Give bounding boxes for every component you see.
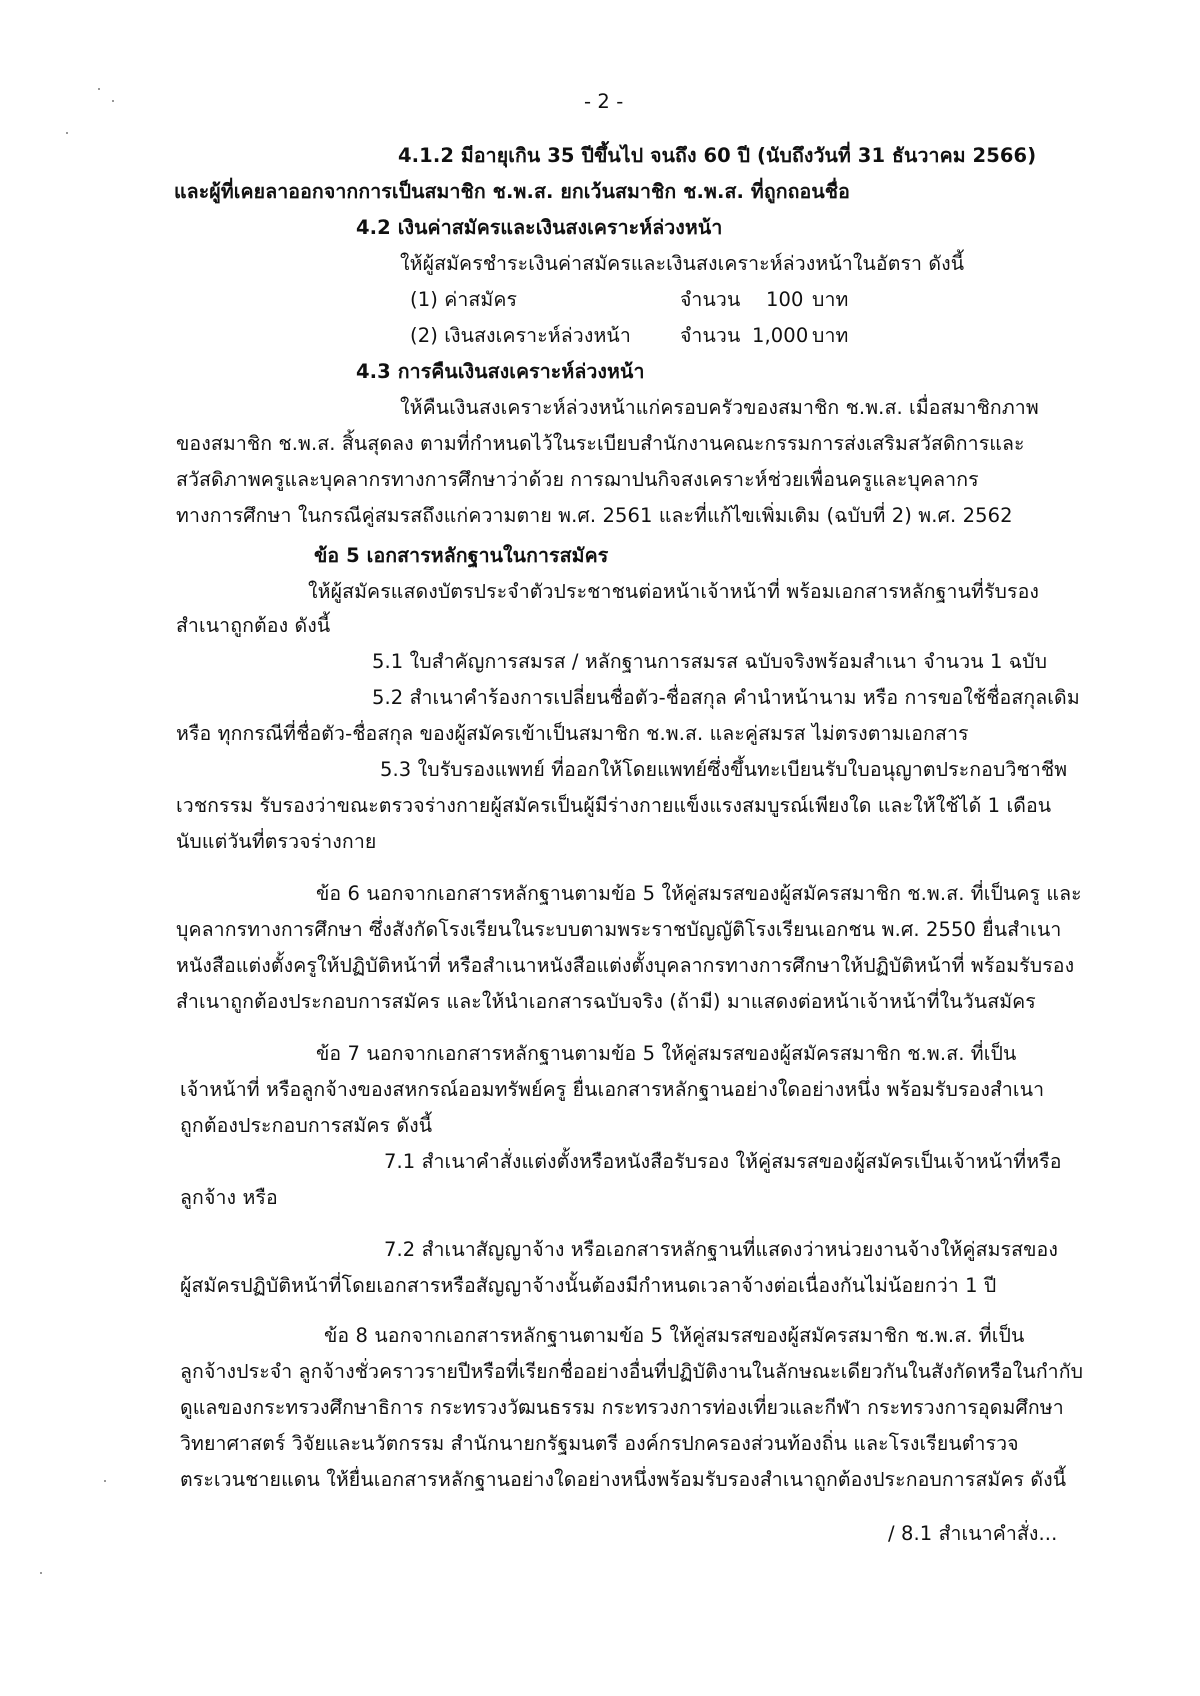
item-5-3-a: 5.3 ใบรับรองแพทย์ ที่ออกให้โดยแพทย์ซึ่งขึ้นทะเบียนรับใบอนุญาตประกอบวิชาชีพ [380, 758, 1068, 781]
clause-7-a: ข้อ 7 นอกจากเอกสารหลักฐานตามข้อ 5 ให้คู่สมรสของผู้สมัครสมาชิก ช.พ.ส. ที่เป็น [316, 1042, 1017, 1065]
scan-speck [40, 1572, 42, 1574]
heading-clause-5: ข้อ 5 เอกสารหลักฐานในการสมัคร [314, 544, 609, 567]
clause-8-a: ข้อ 8 นอกจากเอกสารหลักฐานตามข้อ 5 ให้คู่สมรสของผู้สมัครสมาชิก ช.พ.ส. ที่เป็น [324, 1324, 1025, 1347]
fee-row-2-unit: บาท [812, 324, 849, 347]
text-4-3-d: ทางการศึกษา ในกรณีคู่สมรสถึงแก่ความตาย พ.ศ. 2561 และที่แก้ไขเพิ่มเติม (ฉบับที่ 2) พ.ศ. 2562 [176, 504, 1013, 527]
clause-8-d: วิทยาศาสตร์ วิจัยและนวัตกรรม สำนักนายกรัฐมนตรี องค์กรปกครองส่วนท้องถิ่น และโรงเรียนตำรวจ [180, 1432, 1019, 1455]
fee-row-1-amount: 100 [766, 288, 804, 311]
text-4-3-c: สวัสดิภาพครูและบุคลากรทางการศึกษาว่าด้วย การฌาปนกิจสงเคราะห์ช่วยเพื่อนครูและบุคลากร [176, 468, 979, 491]
item-5-2-a: 5.2 สำเนาคำร้องการเปลี่ยนชื่อตัว-ชื่อสกุล คำนำหน้านาม หรือ การขอใช้ชื่อสกุลเดิม [372, 686, 1080, 709]
text-4-3-a: ให้คืนเงินสงเคราะห์ล่วงหน้าแก่ครอบครัวของสมาชิก ช.พ.ส. เมื่อสมาชิกภาพ [400, 396, 1039, 419]
clause-6-c: หนังสือแต่งตั้งครูให้ปฏิบัติหน้าที่ หรือสำเนาหนังสือแต่งตั้งบุคลากรทางการศึกษาให้ปฏิบัติหน้าที่ พร้อมรับรอง [176, 954, 1075, 977]
heading-4-3: 4.3 การคืนเงินสงเคราะห์ล่วงหน้า [356, 360, 645, 383]
item-7-1-b: ลูกจ้าง หรือ [180, 1186, 278, 1209]
clause-6-b: บุคลากรทางการศึกษา ซึ่งสังกัดโรงเรียนในระบบตามพระราชบัญญัติโรงเรียนเอกชน พ.ศ. 2550 ยื่นสำเนา [176, 918, 1062, 941]
scan-speck [104, 1480, 106, 1482]
clause-7-b: เจ้าหน้าที่ หรือลูกจ้างของสหกรณ์ออมทรัพย์ครู ยื่นเอกสารหลักฐานอย่างใดอย่างหนึ่ง พร้อมรับรองสำเนา [180, 1078, 1045, 1101]
item-5-3-b: เวชกรรม รับรองว่าขณะตรวจร่างกายผู้สมัครเป็นผู้มีร่างกายแข็งแรงสมบูรณ์เพียงใด และให้ใช้ได้ 1 เดือน [176, 794, 1052, 817]
scan-speck [98, 88, 100, 90]
heading-4-2: 4.2 เงินค่าสมัครและเงินสงเคราะห์ล่วงหน้า [356, 216, 723, 239]
fee-row-1-qty: จำนวน [680, 288, 741, 311]
page-footer-continuation: / 8.1 สำเนาคำสั่ง... [888, 1522, 1058, 1545]
item-5-3-c: นับแต่วันที่ตรวจร่างกาย [176, 830, 377, 853]
item-5-1: 5.1 ใบสำคัญการสมรส / หลักฐานการสมรส ฉบับจริงพร้อมสำเนา จำนวน 1 ฉบับ [372, 650, 1048, 673]
clause-4-1-2: 4.1.2 มีอายุเกิน 35 ปีขึ้นไป จนถึง 60 ปี (นับถึงวันที่ 31 ธันวาคม 2566) [398, 144, 1037, 167]
clause-8-b: ลูกจ้างประจำ ลูกจ้างชั่วคราวรายปีหรือที่เรียกชื่ออย่างอื่นที่ปฏิบัติงานในลักษณะเดียวกันในสังกัดหรือในกำกับ [180, 1360, 1084, 1383]
clause-7-c: ถูกต้องประกอบการสมัคร ดังนี้ [180, 1114, 433, 1137]
text-4-3-b: ของสมาชิก ช.พ.ส. สิ้นสุดลง ตามที่กำหนดไว้ในระเบียบสำนักงานคณะกรรมการส่งเสริมสวัสดิการและ [176, 432, 1025, 455]
fee-row-2-amount: 1,000 [752, 324, 809, 347]
fee-row-1-label: (1) ค่าสมัคร [410, 288, 518, 311]
text-clause-5-a: ให้ผู้สมัครแสดงบัตรประจำตัวประชาชนต่อหน้าเจ้าหน้าที่ พร้อมเอกสารหลักฐานที่รับรอง [308, 580, 1040, 603]
text-clause-5-b: สำเนาถูกต้อง ดังนี้ [176, 614, 331, 637]
scan-speck [66, 132, 68, 134]
page-number: - 2 - [584, 90, 624, 113]
item-5-2-b: หรือ ทุกกรณีที่ชื่อตัว-ชื่อสกุล ของผู้สมัครเข้าเป็นสมาชิก ช.พ.ส. และคู่สมรส ไม่ตรงตามเอกสาร [176, 722, 969, 745]
scan-speck [112, 100, 114, 102]
item-7-2-a: 7.2 สำเนาสัญญาจ้าง หรือเอกสารหลักฐานที่แสดงว่าหน่วยงานจ้างให้คู่สมรสของ [384, 1238, 1058, 1261]
item-7-2-b: ผู้สมัครปฏิบัติหน้าที่โดยเอกสารหรือสัญญาจ้างนั้นต้องมีกำหนดเวลาจ้างต่อเนื่องกันไม่น้อยกว่า 1 ปี [180, 1274, 997, 1297]
clause-6-a: ข้อ 6 นอกจากเอกสารหลักฐานตามข้อ 5 ให้คู่สมรสของผู้สมัครสมาชิก ช.พ.ส. ที่เป็นครู และ [316, 882, 1082, 905]
clause-8-c: ดูแลของกระทรวงศึกษาธิการ กระทรวงวัฒนธรรม กระทรวงการท่องเที่ยวและกีฬา กระทรวงการอุดมศึกษา [180, 1396, 1064, 1419]
clause-4-1-2-cont: และผู้ที่เคยลาออกจากการเป็นสมาชิก ช.พ.ส. ยกเว้นสมาชิก ช.พ.ส. ที่ถูกถอนชื่อ [174, 180, 850, 203]
item-7-1-a: 7.1 สำเนาคำสั่งแต่งตั้งหรือหนังสือรับรอง ให้คู่สมรสของผู้สมัครเป็นเจ้าหน้าที่หรือ [384, 1150, 1062, 1173]
fee-row-1-unit: บาท [812, 288, 849, 311]
fee-row-2-qty: จำนวน [680, 324, 741, 347]
clause-8-e: ตระเวนชายแดน ให้ยื่นเอกสารหลักฐานอย่างใดอย่างหนึ่งพร้อมรับรองสำเนาถูกต้องประกอบการสมัคร ดังนี้ [180, 1468, 1067, 1491]
text-4-2: ให้ผู้สมัครชำระเงินค่าสมัครและเงินสงเคราะห์ล่วงหน้าในอัตรา ดังนี้ [400, 252, 965, 275]
clause-6-d: สำเนาถูกต้องประกอบการสมัคร และให้นำเอกสารฉบับจริง (ถ้ามี) มาแสดงต่อหน้าเจ้าหน้าที่ในวันสมัคร [176, 990, 1036, 1013]
fee-row-2-label: (2) เงินสงเคราะห์ล่วงหน้า [410, 324, 631, 347]
